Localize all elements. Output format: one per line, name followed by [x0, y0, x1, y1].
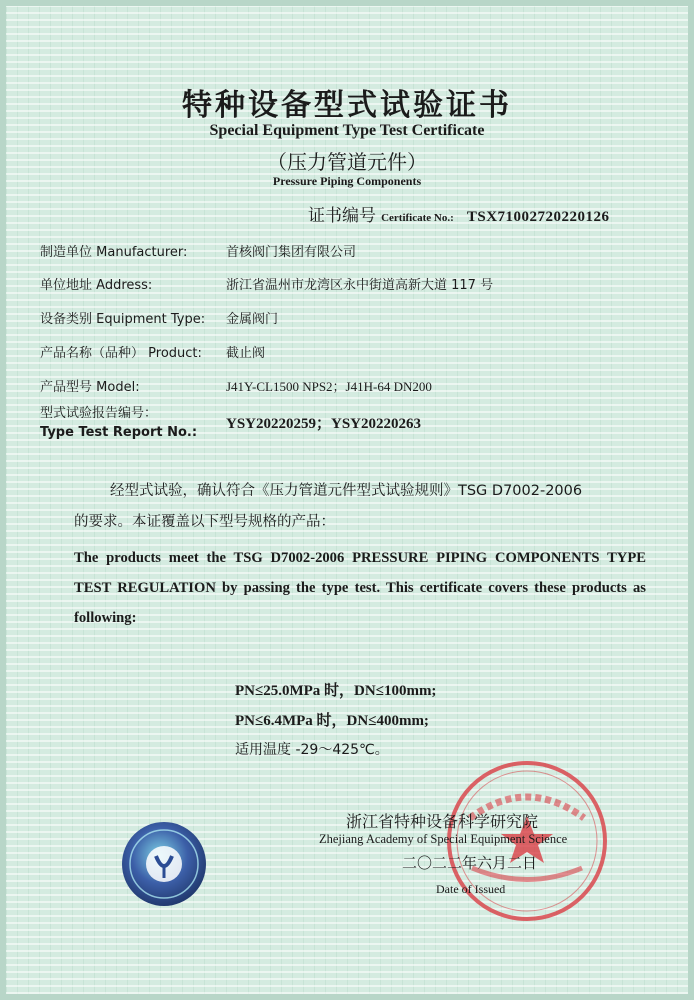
product-value: 截止阀	[226, 346, 266, 361]
address-value: 浙江省温州市龙湾区永中街道高新大道 117 号	[226, 278, 494, 293]
spec-line-2: PN≤6.4MPa 时，DN≤400mm;	[235, 713, 429, 729]
manufacturer-value: 首核阀门集团有限公司	[226, 245, 357, 260]
equipment-type-label-en: Equipment Type:	[96, 312, 206, 327]
date-of-issue-label: Date of Issued	[436, 882, 506, 896]
manufacturer-label-en: Manufacturer:	[96, 245, 188, 260]
model-label-en: Model:	[96, 380, 140, 395]
address-label-en: Address:	[96, 278, 153, 293]
product-label-en: Product:	[148, 346, 202, 361]
hologram-seal-icon	[120, 820, 208, 908]
issue-date: 二〇二二年六月二日	[402, 854, 538, 872]
model-label-cn: 产品型号	[40, 380, 93, 395]
report-label	[40, 404, 197, 442]
model-value: J41Y-CL1500 NPS2；J41H-64 DN200	[226, 379, 432, 394]
equipment-type-label-cn: 设备类别	[40, 312, 93, 327]
title-cn: 特种设备型式试验证书	[182, 88, 512, 123]
manufacturer-label-cn: 制造单位	[40, 245, 93, 260]
manufacturer-label	[40, 241, 187, 260]
equipment-type-label	[40, 308, 205, 327]
equipment-type-value: 金属阀门	[226, 312, 279, 327]
body-cn-line-1: 经型式试验，确认符合《压力管道元件型式试验规则》TSG D7002-2006	[110, 483, 583, 499]
spec-line-3: 适用温度 -29～425℃。	[235, 742, 389, 758]
certificate-number-label-en: Certificate No.:	[381, 212, 454, 224]
model-label	[40, 376, 140, 395]
certificate-number-label-cn: 证书编号	[308, 206, 376, 226]
subtitle-cn: （压力管道元件）	[267, 150, 427, 174]
product-label-cn: 产品名称（品种）	[40, 346, 145, 361]
certificate-number	[308, 201, 610, 226]
title-en: Special Equipment Type Test Certificate	[209, 122, 485, 139]
certificate-number-value: TSX71002720220126	[466, 209, 610, 225]
product-label	[40, 342, 202, 361]
body-en: The products meet the TSG D7002-2006 PRESSURE PIPING COMPONENTS TYPE TEST REGULATION by passing the type test. This certificate covers these products as following:	[74, 550, 646, 626]
body-cn	[74, 476, 654, 538]
spec-line-1: PN≤25.0MPa 时，DN≤100mm;	[235, 683, 437, 699]
address-label	[40, 274, 152, 293]
issuer-en: Zhejiang Academy of Special Equipment Science	[319, 832, 568, 846]
issuer-cn: 浙江省特种设备科学研究院	[346, 812, 539, 831]
address-label-cn: 单位地址	[40, 278, 93, 293]
body-cn-line-2: 的要求。本证覆盖以下型号规格的产品：	[74, 514, 335, 530]
report-value: YSY20220259；YSY20220263	[226, 416, 422, 432]
subtitle-en: Pressure Piping Components	[272, 174, 422, 188]
report-label-en: Type Test Report No.:	[40, 425, 198, 440]
report-label-cn: 型式试验报告编号：	[40, 406, 158, 421]
